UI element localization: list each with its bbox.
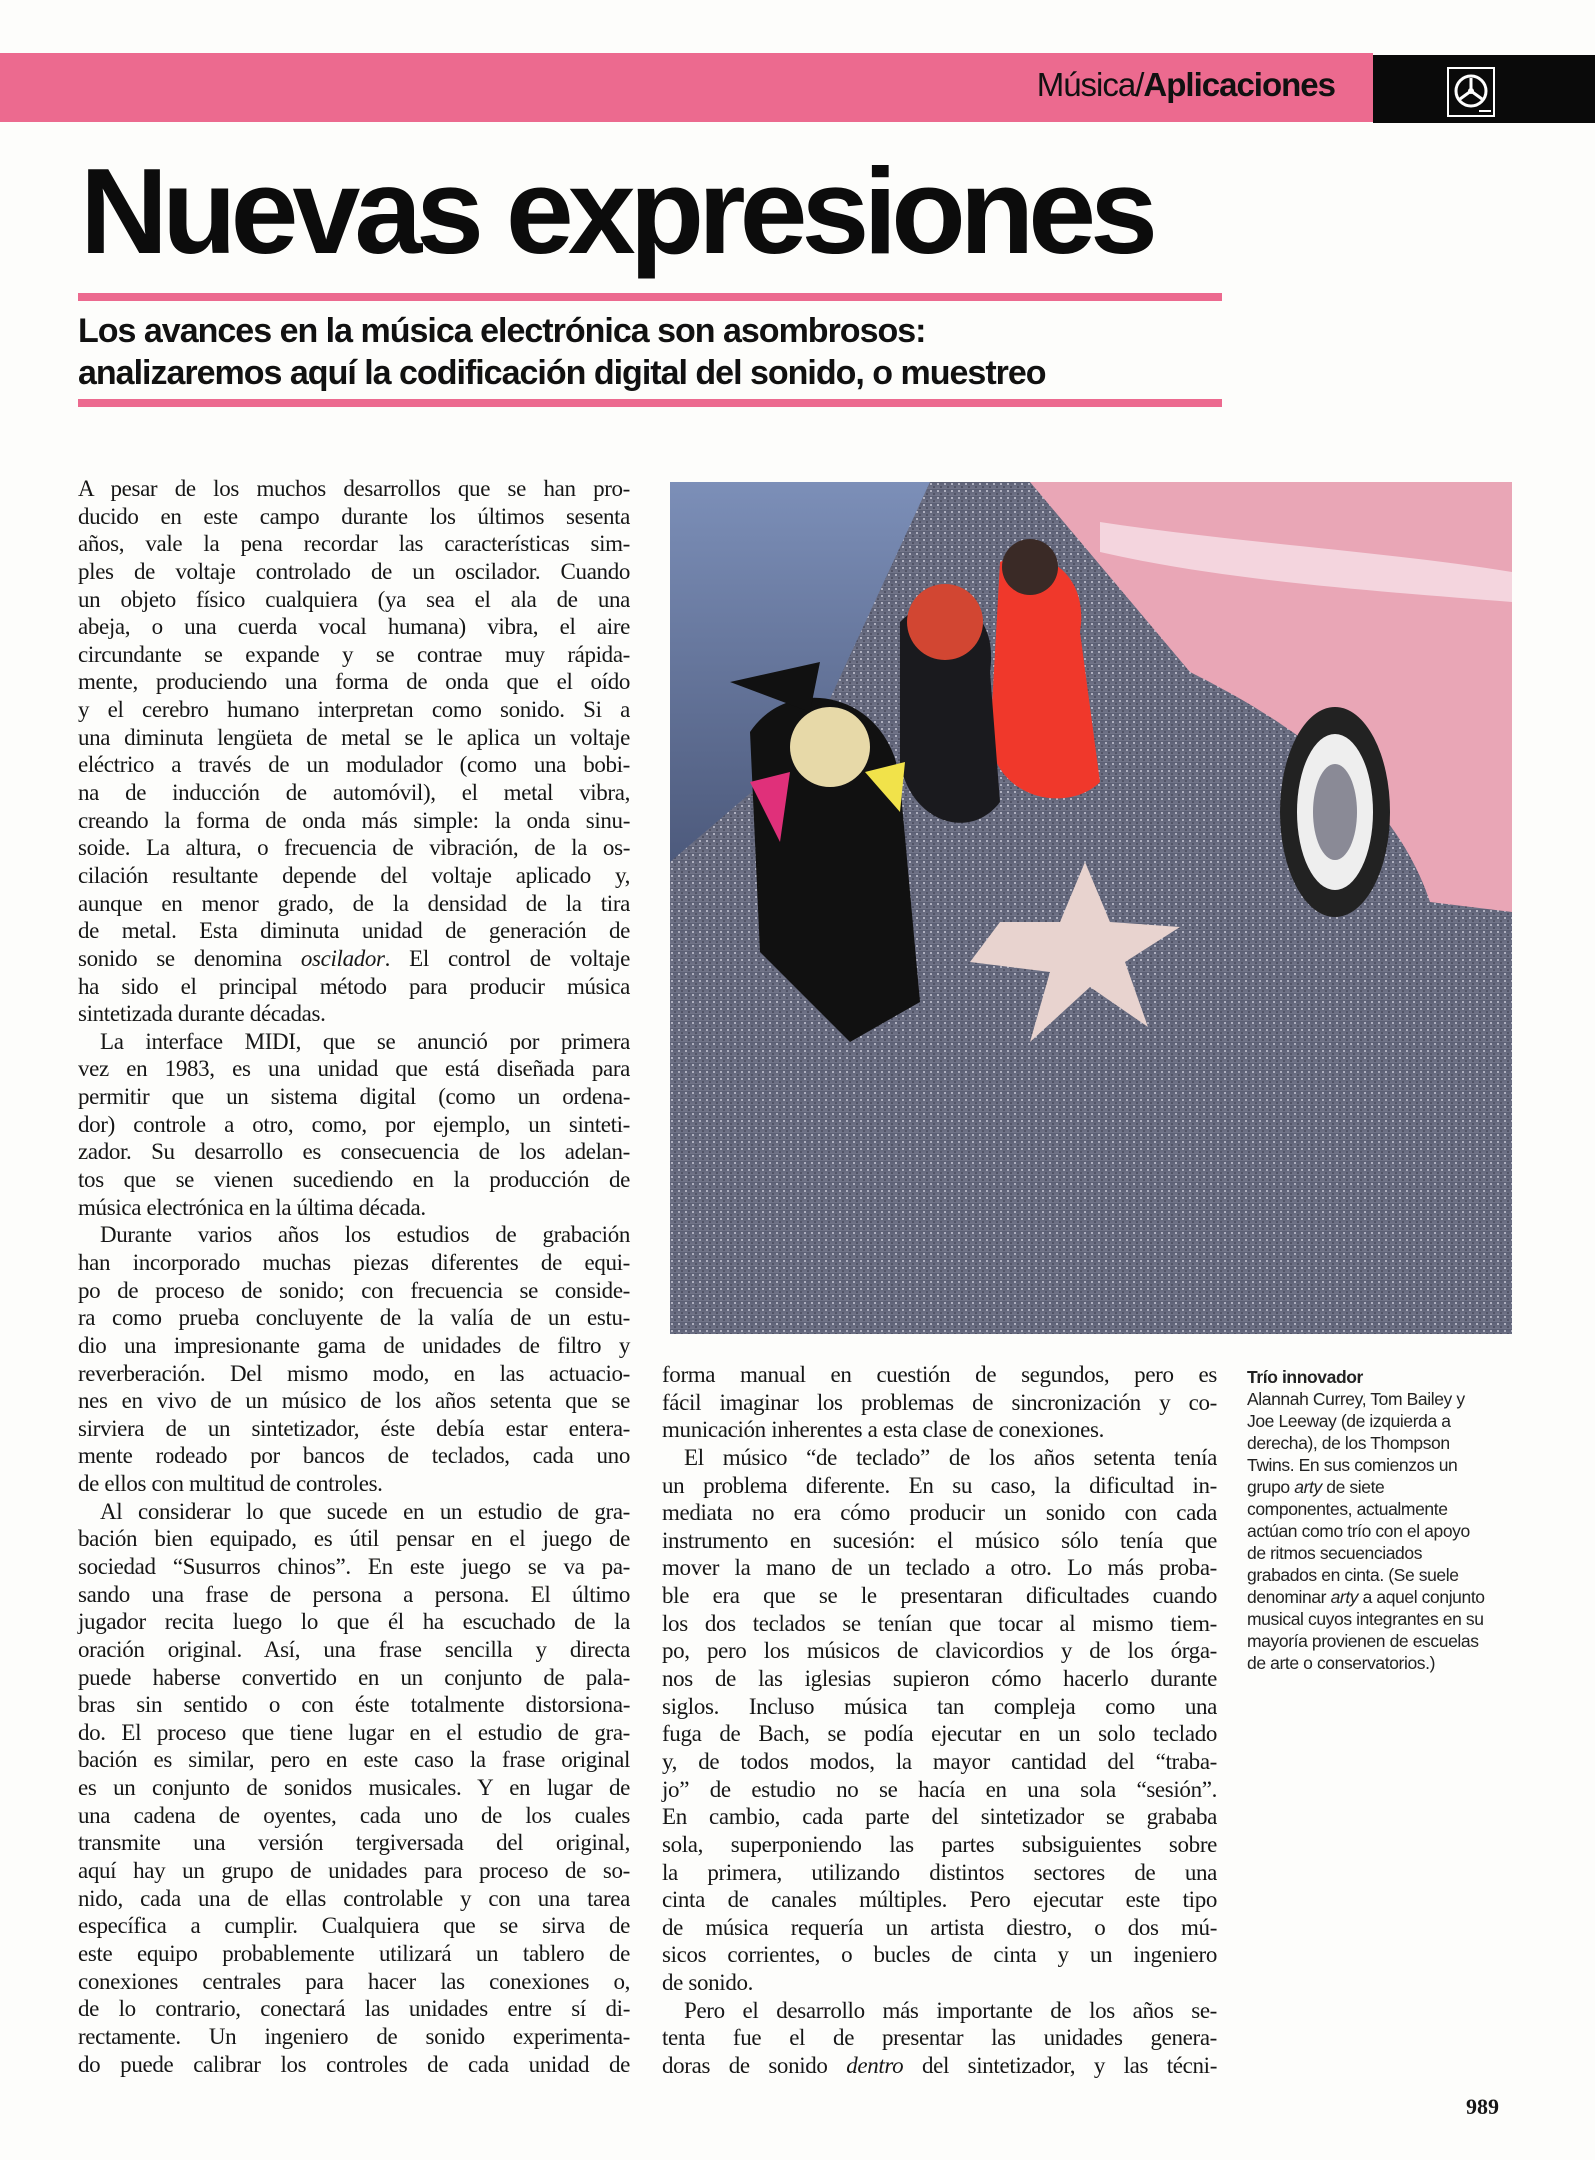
body-text-line: bación bien equipado, es útil pensar en el juego de — [78, 1526, 630, 1552]
body-text-line: bación es similar, pero en este caso la frase original — [78, 1747, 630, 1773]
body-text-line: mover la mano de un teclado a otro. Lo más proba- — [662, 1555, 1217, 1581]
body-text-line: El músico “de teclado” de los años setenta tenía — [684, 1444, 1217, 1470]
body-text-line: vez en 1983, es una unidad que está diseñada para — [78, 1056, 630, 1082]
body-text-line: años, vale la pena recordar las características sim- — [78, 531, 630, 557]
body-text-line: tenta fue el de presentar las unidades genera- — [662, 2025, 1217, 2051]
body-text-line: po, pero los músicos de clavicordios y de los órga- — [662, 1638, 1217, 1664]
body-text-line: un objeto físico cualquiera (ya sea el ala de una — [78, 586, 630, 612]
text-segment: . El control de voltaje — [384, 945, 630, 971]
body-text-line: Pero el desarrollo más importante de los años se- — [684, 1997, 1217, 2023]
body-text-line: la primera, utilizando distintos sectores de una — [662, 1859, 1217, 1885]
body-text-line: zador. Su desarrollo es consecuencia de los adelan- — [78, 1139, 630, 1165]
body-text-line: jo” de estudio no se hacía en una sola “sesión”. — [662, 1776, 1217, 1802]
body-text-line: mente rodeado por bancos de teclados, cada uno — [78, 1443, 630, 1469]
italic-word: oscilador — [300, 945, 385, 971]
body-text-line: rectamente. Un ingeniero de sonido experimenta- — [78, 2023, 630, 2049]
caption-line: componentes, actualmente — [1247, 1499, 1448, 1519]
caption-line: Twins. En sus comienzos un — [1247, 1455, 1458, 1475]
body-text-line: una diminuta lengüeta de metal se le aplica un voltaje — [78, 724, 630, 750]
text-column-left — [78, 475, 630, 2078]
body-text-line: de metal. Esta diminuta unidad de generación de — [78, 918, 630, 944]
body-text-line: tos que se vienen sucediendo en la producción de — [78, 1167, 630, 1193]
photo-caption — [1247, 1366, 1485, 1674]
text-segment: sonido se denomina — [78, 945, 301, 971]
body-text-line: ducido en este campo durante los últimos sesenta — [78, 503, 630, 529]
section-label-regular: Música/ — [1036, 66, 1144, 103]
body-text-line: sando una frase de persona a persona. El último — [78, 1581, 630, 1607]
text-segment: a aquel conjunto — [1358, 1587, 1485, 1607]
subtitle-line: analizaremos aquí la codificación digital del sonido, o muestreo — [78, 354, 1046, 392]
body-text-line: ples de voltaje controlado de un oscilador. Cuando — [78, 558, 630, 584]
section-label — [1037, 66, 1335, 104]
body-text-line: de lo contrario, conectará las unidades entre sí di- — [78, 1996, 630, 2022]
text-segment: doras de sonido — [662, 2053, 847, 2079]
caption-line — [1247, 1476, 1485, 1498]
body-text-line: nos de las iglesias supieron cómo hacerlo durante — [662, 1666, 1217, 1692]
body-text-line: Al considerar lo que sucede en un estudio de gra- — [100, 1498, 630, 1524]
body-text-line: abeja, o una cuerda vocal humana) vibra, el aire — [78, 614, 630, 640]
body-text-line: oración original. Así, una frase sencilla y directa — [78, 1636, 630, 1662]
body-text-line: ble era que se le presentaran dificultades cuando — [662, 1583, 1217, 1609]
body-text-line: aunque en menor grado, de la densidad de la tira — [78, 890, 630, 916]
body-text-line: han incorporado muchas piezas diferentes de equi- — [78, 1249, 630, 1275]
caption-line: de arte o conservatorios.) — [1247, 1653, 1436, 1673]
caption-line: grabados en cinta. (Se suele — [1247, 1565, 1459, 1585]
body-text-line: forma manual en cuestión de segundos, pero es — [662, 1362, 1217, 1387]
body-text-line: po de proceso de sonido; con frecuencia se conside- — [78, 1277, 630, 1303]
italic-word: arty — [1330, 1587, 1359, 1607]
body-text-line: Durante varios años los estudios de grabación — [100, 1222, 630, 1248]
body-text-line: cinta de canales múltiples. Pero ejecutar este tipo — [662, 1887, 1217, 1913]
body-text-line: fácil imaginar los problemas de sincronización y co- — [662, 1389, 1217, 1415]
body-text-line: instrumento en sucesión: el músico sólo tenía que — [662, 1527, 1217, 1553]
body-text-line: permitir que un sistema digital (como un ordena- — [78, 1084, 630, 1110]
body-text-line: siglos. Incluso música tan compleja como una — [662, 1693, 1217, 1719]
body-text-line: aquí hay un grupo de unidades para proceso de so- — [78, 1858, 630, 1884]
body-text-line: los dos teclados se tenían que tocar al mismo tiem- — [662, 1610, 1217, 1636]
body-text-line: circundante se expande y se contrae muy rápida- — [78, 641, 630, 667]
body-text-line: sociedad “Susurros chinos”. En este juego se va pa- — [78, 1553, 630, 1579]
body-text-line: ha sido el principal método para producir música — [78, 973, 630, 999]
text-segment: de siete — [1321, 1477, 1385, 1497]
article-subtitle — [78, 310, 1046, 394]
body-text-line: eléctrico a través de un modulador (como una bobi- — [78, 752, 630, 778]
caption-line: Joe Leeway (de izquierda a — [1247, 1411, 1451, 1431]
body-text-line: es un conjunto de sonidos musicales. Y en lugar de — [78, 1775, 630, 1801]
body-text-line: un problema diferente. En su caso, la dificultad in- — [662, 1472, 1217, 1498]
body-text-line: nes en vivo de un músico de los años setenta que se — [78, 1388, 630, 1414]
body-text-line: conexiones centrales para hacer las conexiones o, — [78, 1968, 630, 1994]
caption-line: mayoría provienen de escuelas — [1247, 1631, 1479, 1651]
body-text-line: na de inducción de automóvil), el metal vibra, — [78, 780, 630, 806]
body-text-line: A pesar de los muchos desarrollos que se han pro- — [78, 476, 630, 501]
body-text-line: sola, superponiendo las partes subsiguientes sobre — [662, 1831, 1217, 1857]
body-text-line: dio una impresionante gama de unidades de filtro y — [78, 1332, 630, 1358]
body-text-line: creando la forma de onda más simple: la onda sinu- — [78, 807, 630, 833]
body-text-line: municación inherentes a esta clase de conexiones. — [662, 1417, 1105, 1443]
body-text-line: de música requería un artista diestro, o dos mú- — [662, 1914, 1217, 1940]
caption-line: actúan como trío con el apoyo — [1247, 1521, 1470, 1541]
text-column-middle — [662, 1361, 1217, 2080]
caption-title: Trío innovador — [1247, 1367, 1363, 1387]
text-segment: del sintetizador, y las técni- — [903, 2053, 1218, 2079]
italic-word: dentro — [846, 2053, 904, 2079]
subtitle-rule — [78, 399, 1222, 407]
body-text-line: do. El proceso que tiene lugar en el estudio de gra- — [78, 1719, 630, 1745]
body-text-line: La interface MIDI, que se anunció por primera — [100, 1028, 630, 1054]
article-title: Nuevas expresiones — [80, 143, 1152, 279]
body-text-line: mediata no era cómo producir un sonido con cada — [662, 1500, 1217, 1526]
body-text-line: de ellos con multitud de controles. — [78, 1471, 383, 1497]
body-text-line: nido, cada una de ellas controlable y con una tarea — [78, 1885, 630, 1911]
subtitle-line: Los avances en la música electrónica son asombrosos: — [78, 312, 926, 350]
italic-word: arty — [1294, 1477, 1322, 1497]
section-label-bold: Aplicaciones — [1143, 66, 1335, 103]
caption-line: Alannah Currey, Tom Bailey y — [1247, 1389, 1465, 1409]
body-text-line: transmite una versión tergiversada del original, — [78, 1830, 630, 1856]
body-text-line: do puede calibrar los controles de cada unidad de — [78, 2051, 630, 2077]
caption-line: musical cuyos integrantes en su — [1247, 1609, 1484, 1629]
body-text-line — [78, 945, 630, 973]
body-text-line: soide. La altura, o frecuencia de vibración, de la os- — [78, 835, 630, 861]
body-text-line: música electrónica en la última década. — [78, 1194, 426, 1220]
text-segment: grupo — [1247, 1477, 1295, 1497]
body-text-line — [662, 2052, 1217, 2080]
band-photo — [670, 482, 1512, 1334]
body-text-line: de sonido. — [662, 1970, 754, 1996]
body-text-line: fuga de Bach, se podía ejecutar en un solo teclado — [662, 1721, 1217, 1747]
body-text-line: cilación resultante depende del voltaje aplicado y, — [78, 862, 630, 888]
caption-line: de ritmos secuenciados — [1247, 1543, 1423, 1563]
body-text-line: este equipo probablemente utilizará un tablero de — [78, 1940, 630, 1966]
title-rule — [78, 293, 1222, 301]
body-text-line: jugador recita luego lo que él ha escuchado de la — [78, 1609, 630, 1635]
body-text-line: reverberación. Del mismo modo, en las actuacio- — [78, 1360, 630, 1386]
caption-line — [1247, 1586, 1485, 1608]
text-segment: denominar — [1247, 1587, 1331, 1607]
body-text-line: bras sin sentido o con éste totalmente distorsiona- — [78, 1692, 630, 1718]
body-text-line: una cadena de oyentes, cada uno de los cuales — [78, 1802, 630, 1828]
body-text-line: sirviera de un sintetizador, éste debía estar entera- — [78, 1415, 630, 1441]
body-text-line: y el cerebro humano interpretan como sonido. Si a — [78, 697, 630, 723]
page-number: 989 — [1466, 2094, 1499, 2119]
body-text-line: puede haberse convertido en un conjunto de pala- — [78, 1664, 630, 1690]
body-text-line: dor) controle a otro, como, por ejemplo, un sinteti- — [78, 1111, 630, 1137]
caption-line: derecha), de los Thompson — [1247, 1433, 1450, 1453]
body-text-line: ra como prueba concluyente de la valía de un estu- — [78, 1305, 630, 1331]
steering-wheel-icon — [1447, 67, 1495, 117]
body-text-line: específica a cumplir. Cualquiera que se sirva de — [78, 1913, 630, 1939]
body-text-line: y, de todos modos, la mayor cantidad del “traba- — [662, 1748, 1217, 1774]
body-text-line: sicos corrientes, o bucles de cinta y un ingeniero — [662, 1942, 1217, 1968]
body-text-line: En cambio, cada parte del sintetizador se grababa — [662, 1804, 1217, 1830]
body-text-line: mente, produciendo una forma de onda que el oído — [78, 669, 630, 695]
body-text-line: sintetizada durante décadas. — [78, 1001, 326, 1027]
